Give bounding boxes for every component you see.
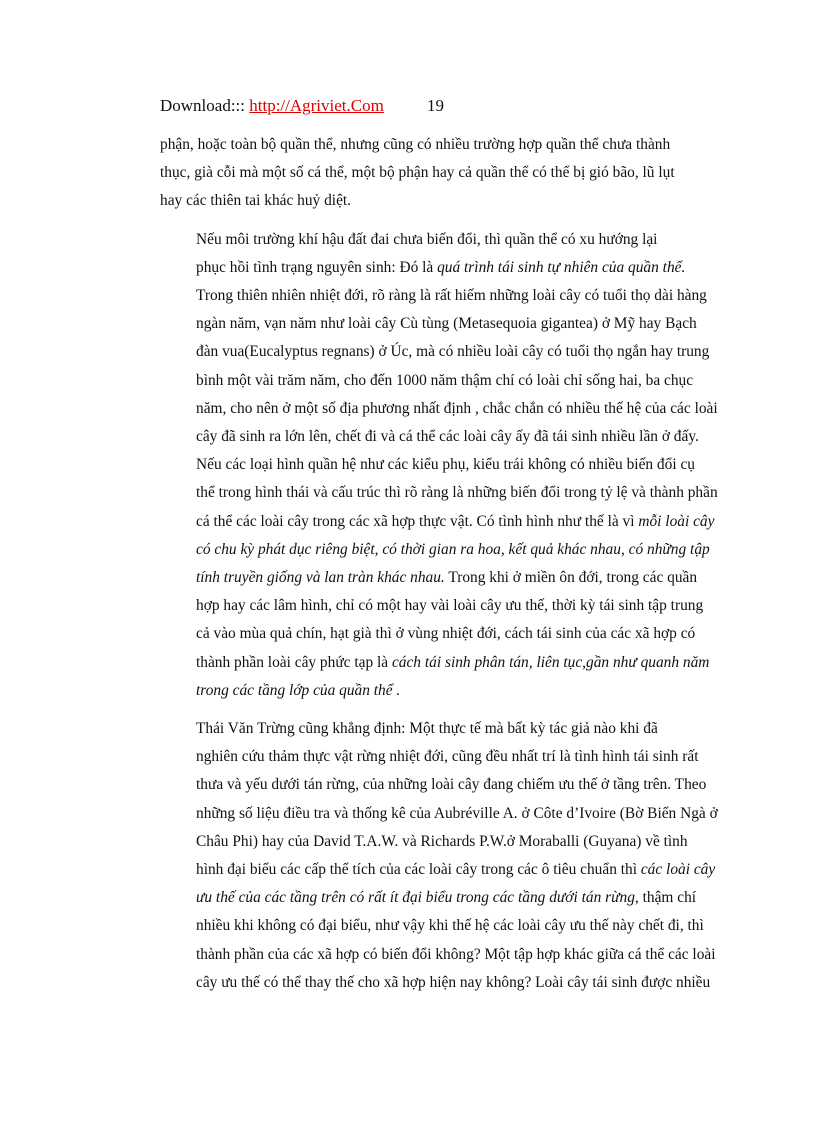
text-line — [160, 620, 696, 648]
line-text: bình một vài trăm năm, cho đến 1000 năm thậm chí có loài chỉ sống hai, ba chục — [196, 371, 694, 389]
line-text: năm, cho nên ở một số địa phương nhất định , chắc chắn có nhiều thế hệ của các loài — [196, 399, 718, 417]
text-line — [160, 367, 694, 395]
text-line — [160, 451, 695, 479]
text-line — [160, 856, 716, 884]
line-text: thưa và yếu dưới tán rừng, của những loài cây đang chiếm ưu thế ở tầng trên. Theo — [196, 776, 707, 794]
page-header — [160, 96, 444, 116]
italic-text: trong các tầng lớp của quần thể . — [196, 681, 401, 699]
text-line — [160, 338, 710, 366]
italic-text: quá trình tái sinh tự nhiên của quần thể. — [437, 258, 686, 276]
text-line — [160, 677, 655, 705]
line-text: cả vào mùa quả chín, hạt già thì ở vùng nhiệt đới, cách tái sinh của các xã hợp có — [196, 625, 696, 643]
line-text: Thái Văn Trừng cũng khẳng định: Một thực tế mà bất kỳ tác giả nào khi đã — [196, 720, 658, 738]
line-text: những số liệu điều tra và thống kê của Aubréville A. ở Côte d’Ivoire (Bờ Biển Ngà ở — [196, 804, 718, 822]
line-text: thể trong hình thái và cấu trúc thì rõ ràng là những biến đổi trong tỷ lệ và thành phần — [196, 484, 718, 502]
line-text: Trong thiên nhiên nhiệt đới, rõ ràng là rất hiếm những loài cây có tuổi thọ dài hàng — [196, 287, 707, 305]
line-text: Nếu các loại hình quần hệ như các kiểu phụ, kiểu trái không có nhiều biến đổi cụ — [196, 456, 695, 474]
line-text: thậm chí — [638, 889, 697, 907]
text-line — [160, 715, 658, 743]
text-line — [160, 969, 711, 997]
line-text: phận, hoặc toàn bộ quần thể, nhưng cũng có nhiều trường hợp quần thể chưa thành — [160, 136, 671, 153]
italic-text: ưu thế của các tầng trên có rất ít đại biểu trong các tầng dưới tán rừng, — [196, 889, 639, 907]
text-line — [160, 187, 655, 215]
text-line — [160, 423, 699, 451]
line-text: hợp hay các lâm hình, chỉ có một hay vài loài cây ưu thế, thời kỳ tái sinh tập trung — [196, 597, 704, 615]
line-text: hay các thiên tai khác huỷ diệt. — [160, 192, 352, 210]
text-line — [160, 508, 715, 536]
text-line — [160, 254, 686, 282]
text-line — [160, 282, 707, 310]
line-text: nhiều khi không có đại biểu, như vậy khi thế hệ các loài cây ưu thế này chết đi, thì — [196, 917, 704, 935]
text-line — [160, 912, 704, 940]
text-line — [160, 884, 697, 912]
text-line — [160, 592, 704, 620]
text-line — [160, 649, 710, 677]
italic-text: mỗi loài cây — [638, 512, 715, 530]
line-text: cây ưu thế có thể thay thế cho xã hợp hiện nay không? Loài cây tái sinh được nhiều — [196, 973, 711, 991]
paragraph — [160, 226, 718, 705]
line-text: cá thể các loài cây trong các xã hợp thực vật. Có tình hình như thế là vì — [196, 512, 639, 530]
body-text — [160, 131, 718, 997]
italic-text: các loài cây — [640, 861, 716, 879]
text-line — [160, 159, 675, 187]
italic-text: cách tái sinh phân tán, liên tục,gần như quanh năm — [391, 653, 710, 671]
line-text: cây đã sinh ra lớn lên, chết đi và cá thể các loài cây ấy đã tái sinh nhiều lần ở đấy. — [196, 428, 699, 446]
text-line — [160, 800, 718, 828]
line-text: Châu Phi) hay của David T.A.W. và Richards P.W.ở Moraballi (Guyana) về tình — [196, 832, 688, 850]
line-text: thành phần của các xã hợp có biến đổi không? Một tập hợp khác giữa cá thể các loài — [196, 945, 716, 963]
text-line — [160, 131, 671, 159]
line-text: hình đại biểu các cấp thể tích của các loài cây trong các ô tiêu chuẩn thì — [196, 861, 641, 879]
italic-text: có chu kỳ phát dục riêng biệt, có thời gian ra hoa, kết quả khác nhau, có những tập — [196, 540, 710, 558]
line-text: ngàn năm, vạn năm như loài cây Cù tùng (Metasequoia gigantea) ở Mỹ hay Bạch — [196, 315, 697, 333]
text-line — [160, 226, 658, 254]
text-line — [160, 828, 688, 856]
line-text: Nếu môi trường khí hậu đất đai chưa biến đổi, thì quần thể có xu hướng lại — [196, 230, 658, 248]
text-line — [160, 743, 699, 771]
line-text: đàn vua(Eucalyptus regnans) ở Úc, mà có nhiều loài cây có tuổi thọ ngắn hay trung — [196, 343, 710, 361]
page-number: 19 — [427, 96, 444, 115]
italic-text: tính truyền giống và lan tràn khác nhau. — [196, 569, 445, 587]
text-line — [160, 536, 710, 564]
text-line — [160, 771, 707, 799]
paragraph — [160, 715, 718, 997]
agriviet-link[interactable]: http://Agriviet.Com — [249, 96, 384, 115]
text-line — [160, 395, 718, 423]
line-text: phục hồi tình trạng nguyên sinh: Đó là — [196, 258, 438, 276]
line-text: nghiên cứu thảm thực vật rừng nhiệt đới, cũng đều nhất trí là tình hình tái sinh rất — [196, 748, 699, 766]
download-label: Download::: — [160, 96, 250, 115]
line-text: thục, già cỗi mà một số cá thể, một bộ phận hay cả quần thể có thể bị gió bão, lũ lụt — [160, 164, 675, 182]
text-line — [160, 479, 718, 507]
text-line — [160, 310, 697, 338]
text-line — [160, 941, 716, 969]
paragraph — [160, 131, 675, 216]
line-text: Trong khi ở miền ôn đới, trong các quần — [444, 569, 698, 587]
text-line — [160, 564, 698, 592]
line-text: thành phần loài cây phức tạp là — [196, 653, 392, 671]
